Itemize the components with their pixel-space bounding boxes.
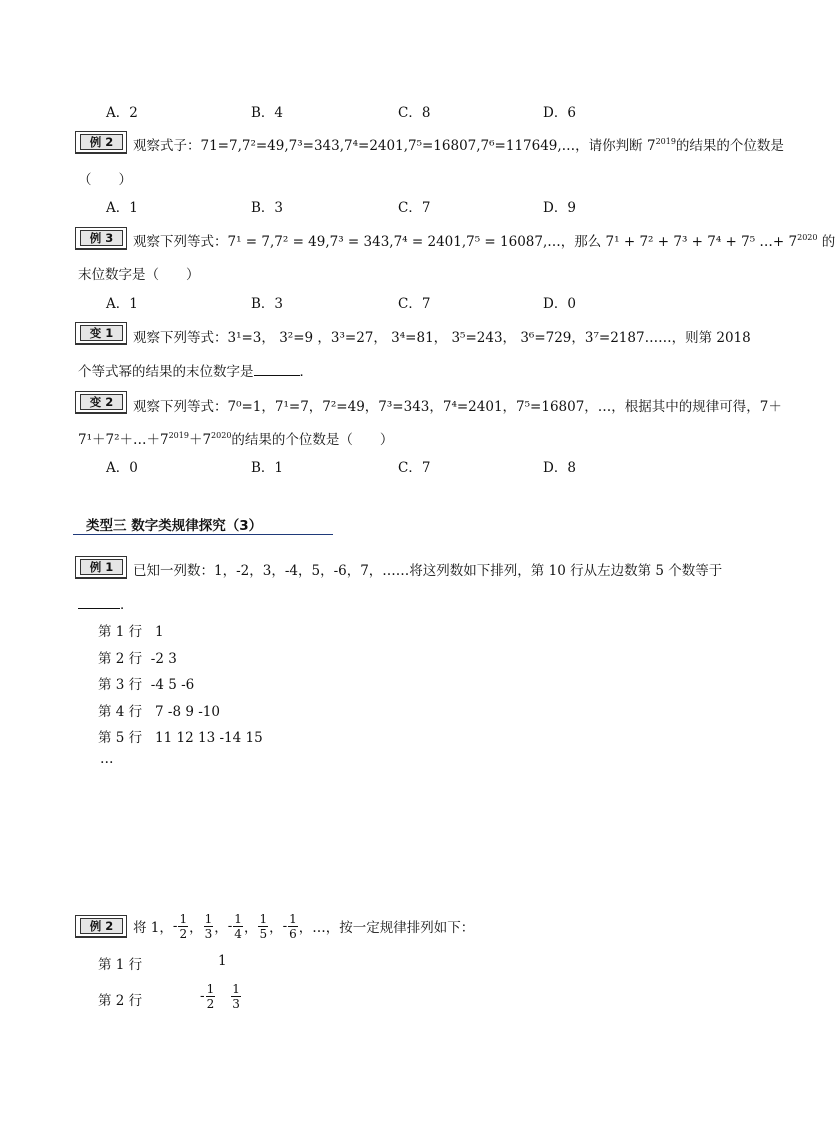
fraction: $\frac{1}{3}$ [204,911,213,941]
option-c: C．7 [398,296,431,312]
option-a: A．1 [106,296,138,312]
option-d: D．8 [543,460,576,476]
example-tag: 例 2 [75,131,127,153]
question-text: 观察式子：71=7,7²=49,7³=343,7⁴=2401,7⁵=16807,7⁶=117649,…，请你判断 $7^{2019}$的结果的个位数是 [133,137,784,154]
fraction: $\frac{1}{2}$ [179,911,188,941]
arrangement-row-label: 第 2 行 [98,993,143,1009]
arrangement-row-label: 第 1 行 [98,957,143,973]
question-text-line2: 末位数字是（ ） [78,267,200,283]
sequence-ellipsis: … [100,751,114,767]
option-c: C．8 [398,105,431,121]
options-row [106,456,746,474]
sequence-row: 第 5 行 11 12 13 -14 15 [98,730,263,746]
option-d: D．6 [543,105,576,121]
fraction: $\frac{1}{4}$ [234,911,242,941]
options-row [106,292,746,310]
example-tag: 例 1 [75,556,127,578]
sequence-row: 第 2 行 -2 3 [98,651,177,667]
options-row [106,196,746,214]
option-d: D．9 [543,200,576,216]
question-text: 观察下列等式：7⁰=1，7¹=7，7²=49，7³=343，7⁴=2401，7⁵=16807，…，根据其中的规律可得，7＋ [133,399,782,415]
fraction: $\frac{1}{5}$ [259,911,268,941]
fraction: $\frac{1}{2}$ [206,981,215,1011]
option-a: A．1 [106,200,138,216]
arrangement-row-values: - $\frac{1}{2}$ $\frac{1}{3}$ [200,981,240,1011]
variant-tag: 变 1 [75,322,127,344]
question-text-line2: ． [78,593,134,613]
option-b: B．3 [251,200,284,216]
option-d: D．0 [543,296,576,312]
variant-tag: 变 2 [75,391,127,413]
example-tag: 例 2 [75,915,127,937]
options-row-top [106,101,746,119]
option-c: C．7 [398,460,431,476]
answer-parentheses: （ ） [78,172,132,188]
sequence-row: 第 1 行 1 [98,624,164,640]
question-text: 已知一列数：1，-2，3，-4，5，-6，7，……将这列数如下排列，第 10 行从左边数第 5 个数等于 [133,563,723,579]
sequence-row: 第 4 行 7 -8 9 -10 [98,704,220,720]
option-b: B．3 [251,296,284,312]
sequence-row: 第 3 行 -4 5 -6 [98,677,195,693]
answer-blank [254,363,300,376]
option-a: A．2 [106,105,138,121]
question-text: 将 1， - $\frac{1}{2}$ ， $\frac{1}{3}$ ， - $\frac{1}{4}$ ， $\frac{1}{5}$ ， - $\frac{1}{6}$ ，…，按一定规律排列如下： [133,911,475,941]
section-divider [73,534,333,535]
fraction: $\frac{1}{6}$ [289,911,297,941]
option-b: B．1 [251,460,284,476]
question-text-line2: $7^1+7^2+\dots+7^{2019}+7^{2020}$的结果的个位数是（ ） [78,431,394,448]
arrangement-row-value: 1 [218,953,227,969]
question-text: 观察下列等式：7¹ = 7,7² = 49,7³ = 343,7⁴ = 2401,7⁵ = 16087,…，那么 7¹ + 7² + 7³ + 7⁴ + 7⁵ …+ $7^{2020}$ 的 [133,233,835,250]
option-b: B．4 [251,105,284,121]
answer-blank [78,596,120,609]
section-title: 类型三 数字类规律探究（3） [86,518,263,534]
example-tag: 例 3 [75,227,127,249]
question-text: 观察下列等式：3¹=3， 3²=9 ，3³=27， 3⁴=81， 3⁵=243， 3⁶=729，3⁷=2187……，则第 2018 [133,330,751,346]
question-text-line2: 个等式幂的结果的末位数字是 ． [78,364,313,380]
option-a: A．0 [106,460,138,476]
fraction: $\frac{1}{3}$ [232,981,240,1011]
option-c: C．7 [398,200,431,216]
